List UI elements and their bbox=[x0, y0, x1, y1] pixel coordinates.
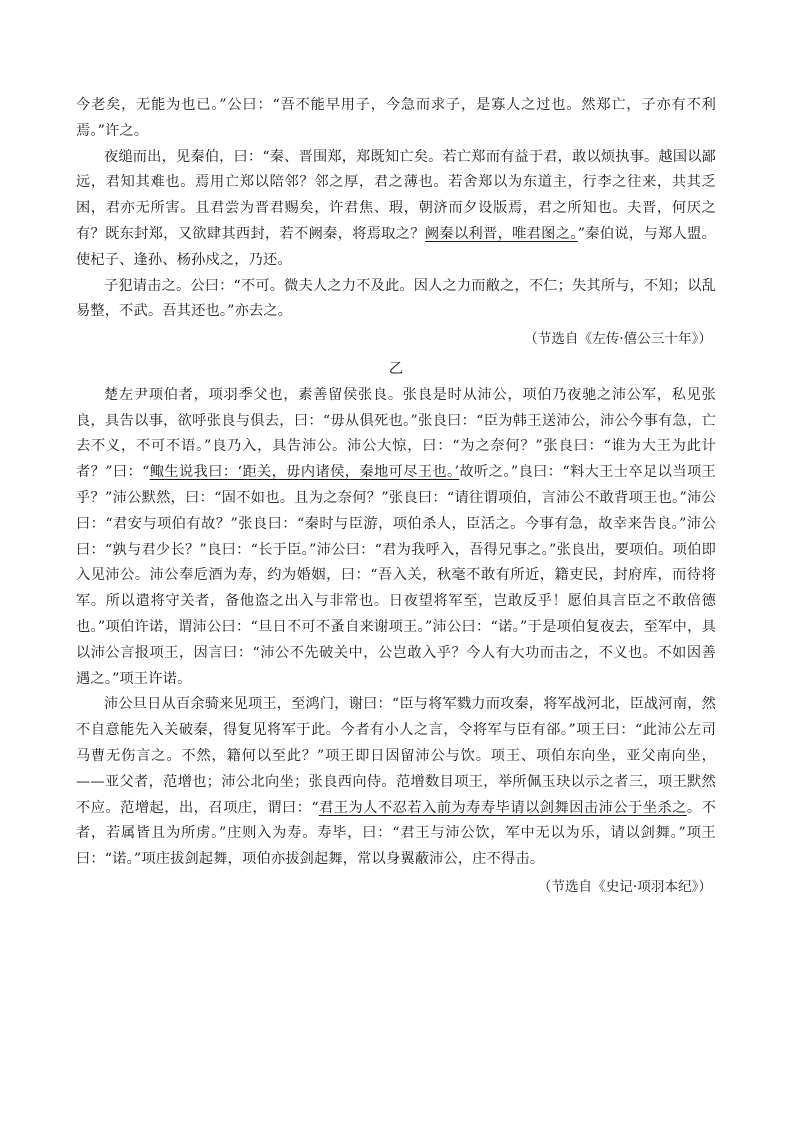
yi-paragraph-1-text-b: 故听之。”良曰：“料大王士卒足以当项王乎？”沛公默然，曰：“固不如也。且为之奈何？”张良曰：“请往谓项伯，言沛公不敢背项王也。”沛公曰：“君安与项伯有故？”张良曰：“秦时与臣游，项伯杀人，臣活之。今事有急，故幸来告良。”沛公曰：“孰与君少长？”良曰：“长于臣。”沛公曰：“君为我呼入，吾得兄事之。”张良出，要项伯。项伯即入见沛公。沛公奉卮酒为寿，约为婚姻，曰：“吾入关，秋毫不敢有所近，籍吏民，封府库，而待将军。所以遣将守关者，备他盗之出入与非常也。日夜望将军至，岂敢反乎！愿伯具言臣之不敢倍德也。”项伯许诺，谓沛公曰：“旦日不可不蚤自来谢项王。”沛公曰：“诺。”于是项伯复夜去，至军中，具以沛公言报项王，因言曰：“沛公不先破关中，公岂敢入乎？今人有大功而击之，不义也。不如因善遇之。”项王许诺。 bbox=[76, 464, 716, 687]
yi-paragraph-1-text-a: 楚左尹项伯者，项羽季父也，素善留侯张良。张良是时从沛公，项伯乃夜驰之沛公军，私见张良，具告以事，欲呼张良与俱去，曰：“毋从俱死也。”张良曰：“臣为韩王送沛公，沛公今事有急，亡去不义，不可不语。”良乃入，具告沛公。沛公大惊，曰：“为之奈何？”张良曰：“谁为大王为此计者？”曰：“ bbox=[76, 386, 716, 481]
document-content bbox=[76, 93, 716, 901]
section-label-yi: 乙 bbox=[388, 360, 404, 377]
yi-paragraph-2 bbox=[76, 692, 716, 873]
yi-paragraph-2-text-b: 。不者，若属皆且为所虏。”庄则入为寿。寿毕，曰：“君王与沛公饮，军中无以为乐，请以剑舞。”项王曰：“诺。”项庄拔剑起舞，项伯亦拔剑起舞，常以身翼蔽沛公，庄不得击。 bbox=[76, 799, 716, 868]
yi-underlined-sentence: 君王为人不忍若入前为寿寿毕请以剑舞因击沛公于坐杀之 bbox=[318, 799, 687, 816]
jia-paragraph-1 bbox=[76, 93, 716, 145]
jia-paragraph-2-text-a: 夜缒而出，见秦伯，曰：“秦、晋围郑，郑既知亡矣。若亡郑而有益于君，敢以烦执事。越国以鄙远，君知其难也。焉用亡郑以陪邻？邻之厚，君之薄也。若舍郑以为东道主，行李之往来，共其乏困，君亦无所害。且君尝为晋君赐矣，许君焦、瑕，朝济而夕设版焉，君之所知也。夫晋，何厌之有？既东封郑，又欲肆其西封，若不阙秦，将焉取之？ bbox=[76, 148, 716, 242]
jia-paragraph-3 bbox=[76, 274, 716, 326]
yi-underlined-quote: 鲰生说我曰：‘距关，毋内诸侯，秦地可尽王也。’ bbox=[149, 464, 460, 481]
yi-paragraph-2-text-a: 沛公旦日从百余骑来见项王，至鸿门，谢曰：“臣与将军戮力而攻秦，将军战河北，臣战河南，然不自意能先入关破秦，得复见将军于此。今者有小人之言，令将军与臣有郤。”项王曰：“此沛公左司马曹无伤言之。不然，籍何以至此？”项王即日因留沛公与饮。项王、项伯东向坐，亚父南向坐，——亚父者，范增也；沛公北向坐；张良西向侍。范增数目项王，举所佩玉玦以示之者三，项王默然不应。范增起，出，召项庄，谓曰：“ bbox=[76, 696, 716, 816]
jia-paragraph-2-text-b: ”秦伯说，与郑人盟。使杞子、逢孙、杨孙戍之，乃还。 bbox=[76, 225, 716, 268]
yi-paragraph-1 bbox=[76, 383, 716, 693]
jia-source-citation: （节选自《左传·僖公三十年》） bbox=[524, 331, 712, 348]
jia-paragraph-2 bbox=[76, 145, 716, 274]
jia-paragraph-1-text: 今老矣，无能为也已。”公曰：“吾不能早用子，今急而求子，是寡人之过也。然郑亡，子亦有不利焉。”许之。 bbox=[76, 97, 716, 139]
yi-source-citation: （节选自《史记·项羽本纪》） bbox=[537, 878, 712, 895]
jia-underlined-sentence: 阙秦以利晋，唯君图之。 bbox=[424, 225, 578, 242]
jia-paragraph-3-text: 子犯请击之。公曰：“不可。微夫人之力不及此。因人之力而敝之，不仁；失其所与，不知；以乱易整，不武。吾其还也。”亦去之。 bbox=[76, 277, 716, 320]
